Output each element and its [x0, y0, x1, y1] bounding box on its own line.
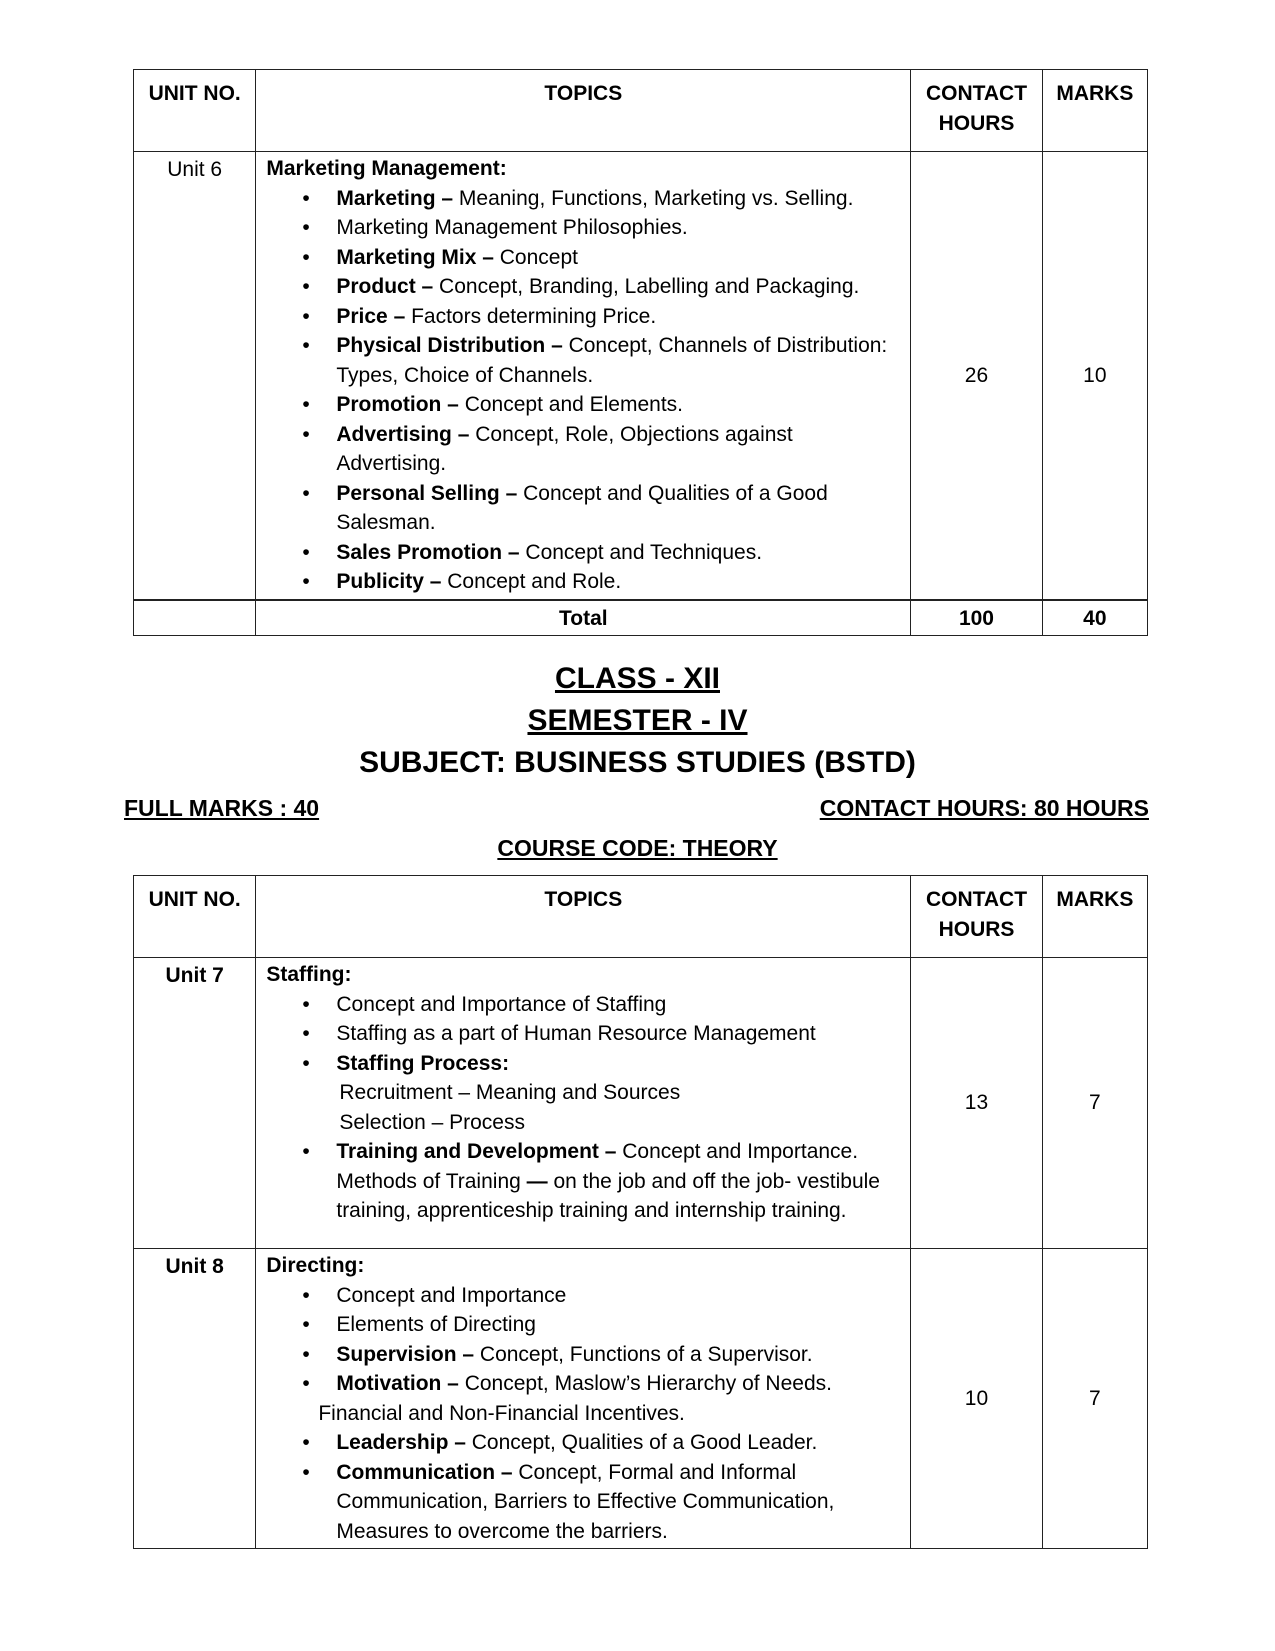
- bullet-icon: •: [302, 393, 310, 416]
- item-key: Leadership –: [336, 1431, 466, 1454]
- contact-hours-value: 10: [911, 1249, 1042, 1549]
- item-text: Concept, Channels of Distribution: Types, Choice of Channels.: [336, 334, 888, 387]
- bullet-icon: •: [302, 422, 310, 446]
- list-item: [266, 331, 902, 390]
- list-item: [266, 243, 902, 273]
- item-text: Concept and Importance of Staffing: [336, 992, 667, 1016]
- sub-item: Selection – Process: [339, 1110, 525, 1134]
- syllabus-table-semester-iv: [133, 875, 1148, 1549]
- list-item: [266, 1340, 902, 1370]
- full-marks: FULL MARKS : 40: [124, 795, 320, 821]
- semester-heading-text: SEMESTER - IV: [527, 704, 748, 737]
- unit-title: Marketing Management:: [266, 157, 507, 180]
- item-text: Concept: [493, 245, 578, 269]
- contact-hours-total: CONTACT HOURS: 80 HOURS: [819, 795, 1149, 821]
- list-item: [266, 1137, 902, 1226]
- list-item: [266, 302, 902, 332]
- list-item: [266, 1428, 902, 1458]
- item-text: Staffing as a part of Human Resource Management: [336, 1022, 816, 1045]
- item-key: Motivation –: [336, 1372, 459, 1395]
- bullet-icon: •: [302, 275, 310, 298]
- contact-hours-value: 13: [911, 958, 1042, 1249]
- item-key: Personal Selling –: [336, 481, 518, 505]
- list-item: [266, 567, 902, 597]
- dash-glyph: —: [526, 1169, 548, 1193]
- bullet-icon: •: [302, 1342, 310, 1366]
- bullet-icon: •: [302, 1283, 310, 1307]
- list-item: [266, 1369, 902, 1399]
- bullet-icon: •: [302, 1431, 310, 1454]
- list-item: [266, 538, 902, 568]
- item-key: Promotion –: [336, 393, 459, 416]
- list-item: [266, 479, 902, 538]
- table-row-unit-7: [134, 958, 1148, 1249]
- unit-title: Directing:: [266, 1254, 365, 1277]
- list-item: [266, 420, 902, 479]
- unit-topics: [256, 1249, 911, 1549]
- unit-topics: [256, 152, 911, 600]
- item-text: Concept, Branding, Labelling and Packaging.: [433, 275, 860, 298]
- item-text: Factors determining Price.: [405, 304, 657, 328]
- marks-value: 10: [1042, 152, 1147, 600]
- item-key: Marketing –: [336, 186, 454, 210]
- course-code: COURSE CODE: THEORY: [497, 835, 778, 861]
- continuation-text: Financial and Non-Financial Incentives.: [318, 1401, 685, 1425]
- item-text: Concept and Importance.: [616, 1140, 859, 1163]
- item-text: Concept and Techniques.: [519, 540, 763, 564]
- topic-list: [266, 184, 902, 597]
- item-text: Meaning, Functions, Marketing vs. Selling.: [453, 186, 854, 210]
- item-key: Marketing Mix –: [336, 245, 494, 269]
- item-text: Concept and Role.: [441, 570, 622, 593]
- item-text: Concept, Functions of a Supervisor.: [474, 1342, 813, 1366]
- unit-topics: [256, 958, 911, 1249]
- subject-heading: SUBJECT: BUSINESS STUDIES (BSTD): [359, 746, 916, 779]
- header-topics: TOPICS: [256, 876, 911, 958]
- header-contact-hours: CONTACT HOURS: [911, 876, 1042, 958]
- item-text: Concept, Role, Objections against Advertising.: [336, 422, 793, 475]
- item-text: Marketing Management Philosophies.: [336, 216, 688, 239]
- item-key: Sales Promotion –: [336, 540, 520, 564]
- item-key: Physical Distribution –: [336, 334, 563, 357]
- item-text: Concept and Elements.: [458, 393, 684, 416]
- header-topics: TOPICS: [256, 70, 911, 152]
- unit-label: Unit 8: [134, 1249, 256, 1549]
- header-marks: MARKS: [1042, 70, 1147, 152]
- topic-list: [266, 990, 902, 1079]
- item-key: Publicity –: [336, 570, 442, 593]
- item-key: Staffing Process:: [336, 1051, 510, 1075]
- item-text: Elements of Directing: [336, 1313, 536, 1336]
- header-marks: MARKS: [1042, 876, 1147, 958]
- item-text: Concept, Formal and Informal Communication, Barriers to Effective Communication, Measures to overcome the barriers.: [336, 1460, 835, 1543]
- bullet-icon: •: [302, 1372, 310, 1395]
- bullet-icon: •: [302, 245, 310, 269]
- bullet-icon: •: [302, 1460, 310, 1484]
- syllabus-table-semester-iii: [133, 69, 1148, 636]
- table-row-unit-8: [134, 1249, 1148, 1549]
- list-item: [266, 272, 902, 302]
- topic-list: [266, 1281, 902, 1399]
- header-unit-no: UNIT NO.: [134, 70, 256, 152]
- list-item: [266, 213, 902, 243]
- list-item: [266, 1458, 902, 1547]
- total-label: Total: [256, 600, 911, 636]
- bullet-icon: •: [302, 570, 310, 593]
- list-item: [266, 1310, 902, 1340]
- item-key: Supervision –: [336, 1342, 475, 1366]
- total-blank: [134, 600, 256, 636]
- header-unit-no: UNIT NO.: [134, 876, 256, 958]
- semester-heading: [0, 701, 1275, 741]
- list-item: [266, 184, 902, 214]
- list-item: [266, 990, 902, 1020]
- item-text: Methods of Training: [336, 1169, 527, 1193]
- item-key: Product –: [336, 275, 434, 298]
- bullet-icon: •: [302, 1051, 310, 1075]
- unit-title: Staffing:: [266, 963, 352, 986]
- item-key: Communication –: [336, 1460, 513, 1484]
- contact-hours-value: 26: [911, 152, 1042, 600]
- class-heading: [0, 659, 1275, 699]
- class-heading-text: CLASS - XII: [554, 662, 720, 695]
- table-row-unit-6: [134, 152, 1148, 600]
- item-key: Advertising –: [336, 422, 470, 446]
- item-text: Concept, Maslow’s Hierarchy of Needs.: [458, 1372, 832, 1395]
- bullet-icon: •: [302, 334, 310, 357]
- item-text: Concept, Qualities of a Good Leader.: [465, 1431, 818, 1454]
- bullet-icon: •: [302, 1140, 310, 1163]
- list-item: [266, 1281, 902, 1311]
- total-marks: 40: [1042, 600, 1147, 636]
- marks-value: 7: [1042, 1249, 1147, 1549]
- bullet-icon: •: [302, 304, 310, 328]
- header-contact-hours: CONTACT HOURS: [911, 70, 1042, 152]
- table-row-total: [134, 600, 1148, 636]
- topic-list: [266, 1137, 902, 1226]
- bullet-icon: •: [302, 481, 310, 505]
- bullet-icon: •: [302, 216, 310, 239]
- unit-label: Unit 7: [134, 958, 256, 1249]
- sub-item: Recruitment – Meaning and Sources: [339, 1081, 681, 1104]
- topic-list: [266, 1428, 902, 1546]
- item-key: Price –: [336, 304, 406, 328]
- total-hours: 100: [911, 600, 1042, 636]
- bullet-icon: •: [302, 1022, 310, 1045]
- bullet-icon: •: [302, 186, 310, 210]
- marks-value: 7: [1042, 958, 1147, 1249]
- bullet-icon: •: [302, 540, 310, 564]
- bullet-icon: •: [302, 1313, 310, 1336]
- item-text: Concept and Qualities of a Good Salesman.: [336, 481, 828, 534]
- list-item: [266, 1049, 902, 1079]
- bullet-icon: •: [302, 992, 310, 1016]
- item-text: on the job and off the job- vestibule training, apprenticeship training and internship training.: [336, 1169, 880, 1222]
- unit-label: Unit 6: [134, 152, 256, 600]
- item-key: Training and Development –: [336, 1140, 617, 1163]
- item-text: Concept and Importance: [336, 1283, 567, 1307]
- list-item: [266, 1019, 902, 1049]
- list-item: [266, 390, 902, 420]
